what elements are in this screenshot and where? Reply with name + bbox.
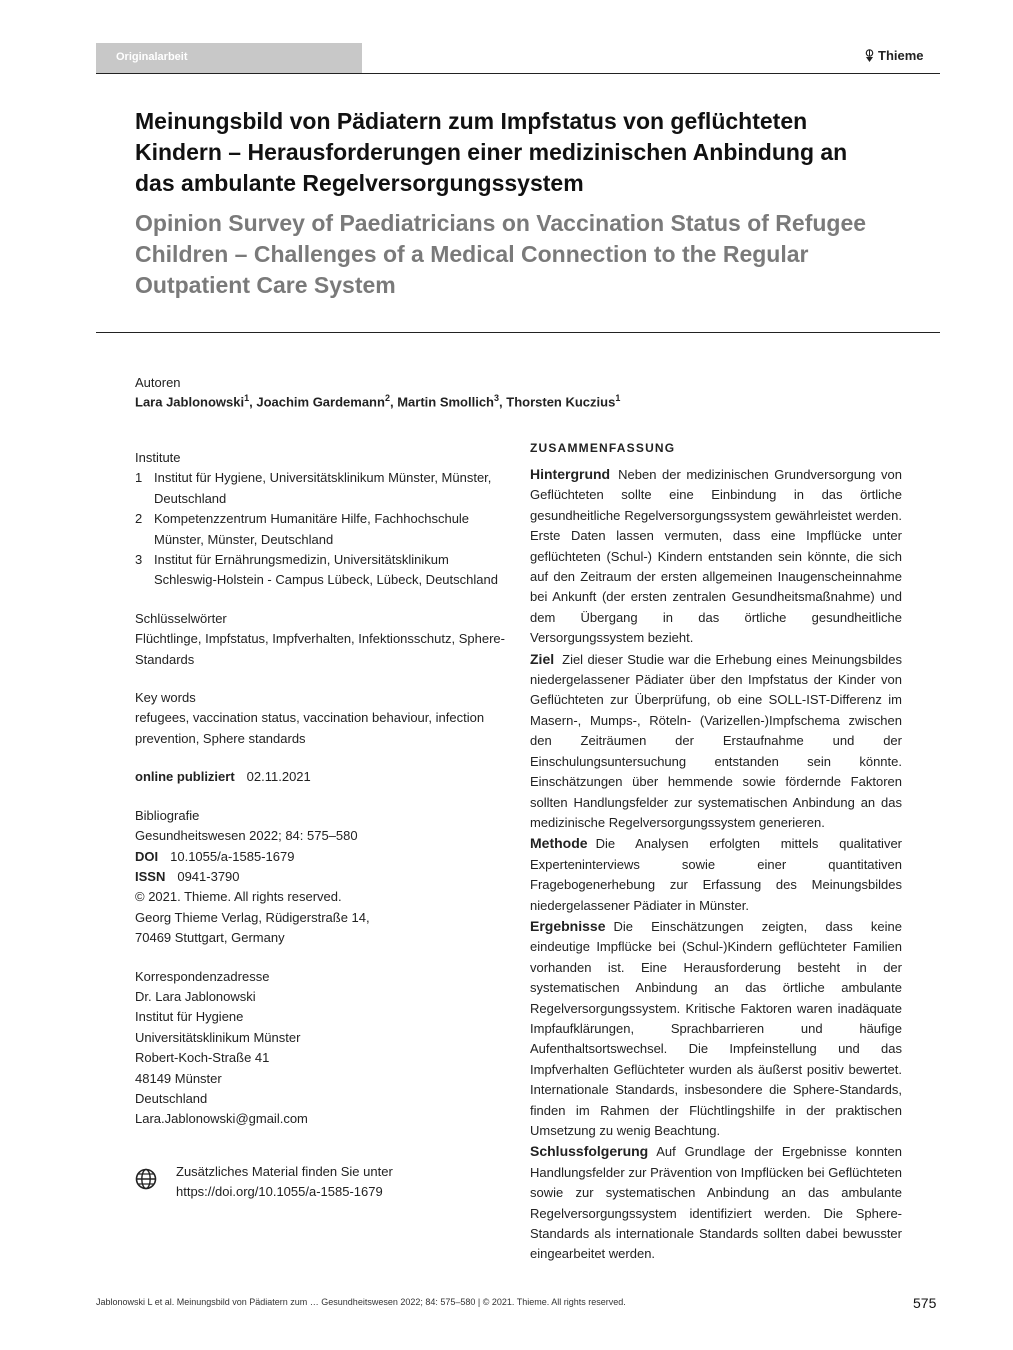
keywords-en-label: Key words	[135, 690, 196, 706]
abstract-section-aim	[530, 649, 902, 834]
keywords-en-text: refugees, vaccination status, vaccination behaviour, infection prevention, Sphere standards	[135, 710, 485, 746]
publisher-address-2: 70469 Stuttgart, Germany	[135, 930, 285, 946]
institute-text: Institut für Hygiene, Universitätsklinikum Münster, Münster, Deutschland	[154, 470, 492, 506]
correspondence-label: Korrespondenzadresse	[135, 968, 270, 984]
doi-line	[135, 847, 510, 867]
author-affiliation: 2	[384, 393, 390, 403]
doi-label: DOI	[135, 848, 159, 864]
keywords-de-text: Flüchtlinge, Impfstatus, Impfverhalten, Infektionsschutz, Sphere-Standards	[135, 631, 505, 667]
doi-value: 10.1055/a-1585-1679	[170, 848, 295, 864]
correspondence-line: Deutschland	[135, 1090, 208, 1106]
author-affiliation: 1	[244, 393, 250, 403]
author-separator: ,	[389, 394, 398, 410]
institute-text: Institut für Ernährungsmedizin, Universitätsklinikum Schleswig-Holstein - Campus Lübeck, Lübeck, Deutschland	[154, 552, 498, 588]
institute-item	[135, 468, 510, 509]
keywords-en-block	[135, 688, 510, 749]
bibliography-label: Bibliografie	[135, 807, 200, 823]
correspondence-block	[135, 967, 510, 1130]
institute-number: 2	[135, 511, 143, 527]
abstract-section-conclusion	[530, 1141, 902, 1264]
author-affiliation: 1	[615, 393, 621, 403]
institutes-label: Institute	[135, 450, 181, 465]
abstract-subheading: Methode	[530, 835, 588, 852]
institute-number: 1	[135, 470, 143, 486]
author-list	[135, 393, 620, 409]
correspondence-line: Institut für Hygiene	[135, 1009, 244, 1025]
publisher-name: Thieme	[878, 48, 924, 63]
abstract-column	[530, 441, 902, 1265]
abstract-text: Neben der medizinischen Grundversorgung von Geflüchteten sollte eine Einbindung in das örtliche gesundheitliche Regelversorgungssystem gewährleistet werden. Erste Daten lassen vermuten, dass eine Impflücke unter geflüchteten (Schul-) Kindern entstanden sein könnte, die sich auf den Zeitraum der ersten allgemeinen Inaugenscheinnahme bei Ankunft (der ersten zentralen Gesundheitsmaßnahme) und dem Übergang in das örtliche gesundheitliche Versorgungssystem bezieht.	[530, 467, 902, 646]
supplementary-text[interactable]: Zusätzliches Material finden Sie unter https://doi.org/10.1055/a-1585-1679	[176, 1164, 393, 1200]
header-rule	[96, 73, 940, 74]
author-name: Thorsten Kuczius	[506, 394, 616, 410]
bibliography-block	[135, 806, 510, 949]
institutes-block	[135, 448, 510, 591]
abstract-section-method	[530, 833, 902, 916]
page-number: 575	[913, 1295, 937, 1311]
institute-item	[135, 509, 510, 550]
author-name: Martin Smollich	[397, 394, 494, 410]
authors-block	[135, 375, 620, 409]
correspondence-line: Robert-Koch-Straße 41	[135, 1050, 270, 1066]
institute-number: 3	[135, 552, 143, 568]
author-separator: ,	[249, 394, 257, 410]
keywords-de-label: Schlüsselwörter	[135, 610, 227, 626]
authors-label: Autoren	[135, 375, 181, 390]
keywords-de-block	[135, 609, 510, 670]
abstract-subheading: Schlussfolgerung	[530, 1143, 649, 1160]
abstract-subheading: Ziel	[530, 650, 555, 667]
abstract-subheading: Ergebnisse	[530, 917, 606, 934]
title-rule	[96, 332, 940, 333]
thieme-logo-icon	[864, 49, 875, 62]
issn-line	[135, 867, 510, 887]
abstract-section-results	[530, 916, 902, 1141]
author-name: Lara Jablonowski	[135, 394, 245, 410]
author-name: Joachim Gardemann	[256, 394, 385, 410]
issn-label: ISSN	[135, 868, 166, 884]
published-label: online publiziert	[135, 769, 235, 785]
supplementary-note	[135, 1162, 515, 1203]
publisher-logo	[864, 48, 924, 63]
footer-citation: Jablonowski L et al. Meinungsbild von Pädiatern zum … Gesundheitswesen 2022; 84: 575–580 | © 2021. Thieme. All rights reserved.	[96, 1297, 626, 1307]
title-english: Opinion Survey of Paediatricians on Vaccination Status of Refugee Children – Challenges of a Medical Connection to the Regular Outpatient Care System	[135, 210, 867, 298]
abstract-heading: ZUSAMMENFASSUNG	[530, 441, 676, 455]
abstract-text: Die Einschätzungen zeigten, dass keine eindeutige Impflücke bei (Schul-)Kindern geflüchteter Familien vorhanden ist. Eine Herausforderung besteht in der systematischen Anbindung an das örtliche ambulante Regelversorgungssystem. Kritische Faktoren waren inadäquate Impfaufklärungen, Sprachbarrieren und häufige Aufenthaltsortswechsel. Die Impfeinstellung und das Impfverhalten Geflüchteter wurden als äußerst positiv bewertet. Internationale Standards, insbesondere die Sphere-Standards, finden im Rahmen der Flüchtlingshilfe in der praktischen Umsetzung zu wenig Beachtung.	[530, 918, 902, 1138]
abstract-text: Auf Grundlage der Ergebnisse konnten Handlungsfelder zur Prävention von Impflücken bei Geflüchteten sowie zur systematischen Anbindung an das ambulante Regelversorgungssystem identifiziert werden. Die Sphere-Standards als internationale Standards sollten dabei bewusster eingearbeitet werden.	[530, 1144, 902, 1262]
rights-line: © 2021. Thieme. All rights reserved.	[135, 889, 342, 905]
published-date: 02.11.2021	[246, 769, 311, 785]
institute-text: Kompetenzzentrum Humanitäre Hilfe, Fachhochschule Münster, Münster, Deutschland	[154, 511, 470, 547]
correspondence-line: Universitätsklinikum Münster	[135, 1029, 301, 1045]
author-separator: ,	[499, 394, 507, 410]
metadata-column	[135, 448, 510, 1130]
bibliography-citation: Gesundheitswesen 2022; 84: 575–580	[135, 828, 358, 844]
correspondence-line: 48149 Münster	[135, 1070, 222, 1086]
abstract-text: Ziel dieser Studie war die Erhebung eines Meinungsbildes niedergelassener Pädiater über den Impfstatus der Kinder von Geflüchteten zur Überprüfung, ob eine SOLL-IST-Differenz im Masern-, Mumps-, Röteln- (Varizellen-)Impfschema zwischen den Zeiträumen der Erstaufnahme und der Einschulungsuntersuchung entstanden sein könnte. Einschätzungen über hemmende sowie fördernde Faktoren sollten Handlungsfelder zur systematischen Anbindung an das medizinische Regelversorgungssystem generieren.	[530, 651, 902, 830]
institute-item	[135, 550, 510, 591]
title-german: Meinungsbild von Pädiatern zum Impfstatus von geflüchteten Kindern – Herausforderungen einer medizinischen Anbindung an das ambulante Regelversorgungssystem	[135, 108, 848, 196]
correspondence-email[interactable]: Lara.Jablonowski@gmail.com	[135, 1111, 308, 1127]
abstract-section-background	[530, 464, 902, 649]
globe-icon	[135, 1168, 157, 1190]
publisher-address-1: Georg Thieme Verlag, Rüdigerstraße 14,	[135, 909, 370, 925]
section-label: Originalarbeit	[116, 51, 188, 63]
correspondence-line: Dr. Lara Jablonowski	[135, 988, 256, 1004]
abstract-text: Die Analysen erfolgten mittels qualitativer Experteninterviews sowie einer quantitativen Fragebogenerhebung zur Erfassung des Meinungsbildes niedergelassener Pädiater in Münster.	[530, 836, 902, 913]
published-line	[135, 767, 510, 787]
issn-value: 0941-3790	[177, 868, 240, 884]
author-affiliation: 3	[494, 393, 500, 403]
section-tab	[96, 43, 362, 73]
abstract-subheading: Hintergrund	[530, 466, 611, 482]
